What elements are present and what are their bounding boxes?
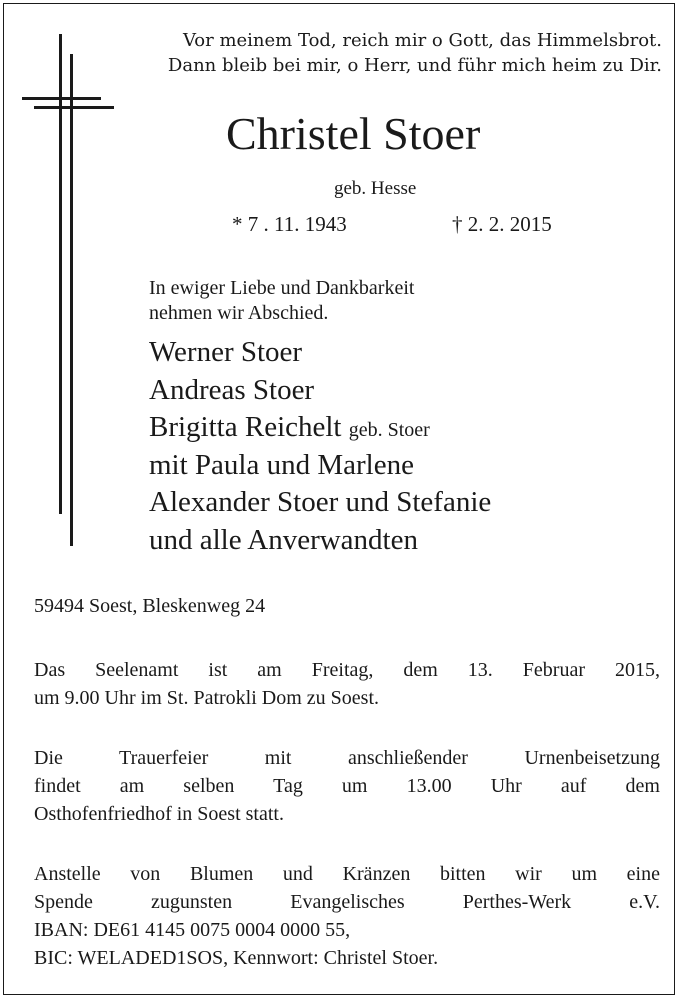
cross-icon-horizontal-top (22, 97, 101, 100)
verse-line-2: Dann bleib bei mir, o Herr, und führ mich heim zu Dir. (167, 55, 662, 76)
donation-bic: BIC: WELADED1SOS, Kennwort: Christel Stoer. (34, 947, 439, 969)
birth-date: * 7 . 11. 1943 (232, 212, 347, 236)
mourner-row (149, 522, 491, 560)
mourner-row (149, 447, 491, 485)
verse-line-1: Vor meinem Tod, reich mir o Gott, das Himmelsbrot. (182, 30, 662, 51)
mourner-row (149, 372, 491, 410)
mourner-name: Alexander Stoer und Stefanie (149, 486, 492, 518)
funeral-line: findet am selben Tag um 13.00 Uhr auf dem (34, 775, 660, 797)
cross-icon-horizontal-bottom (34, 106, 114, 109)
intro-line-2: nehmen wir Abschied. (149, 302, 329, 324)
funeral-line: Die Trauerfeier mit anschließender Urnenbeisetzung (34, 747, 660, 769)
requiem-line: um 9.00 Uhr im St. Patrokli Dom zu Soest. (34, 687, 379, 709)
funeral-paragraph (34, 744, 660, 828)
mourner-note: geb. Stoer (348, 419, 430, 441)
deceased-maiden-name: geb. Hesse (334, 178, 417, 199)
mourner-name: Werner Stoer (149, 336, 303, 368)
funeral-line: Osthofenfriedhof in Soest statt. (34, 803, 284, 825)
intro-text (149, 276, 414, 326)
mourner-name: Brigitta Reichelt (149, 411, 342, 443)
intro-line-1: In ewiger Liebe und Dankbarkeit (149, 277, 415, 299)
address: 59494 Soest, Bleskenweg 24 (34, 595, 266, 617)
donation-line: Spende zugunsten Evangelisches Perthes-Werk e.V. (34, 891, 660, 913)
requiem-line: Das Seelenamt ist am Freitag, dem 13. Februar 2015, (34, 659, 660, 681)
donation-iban: IBAN: DE61 4145 0075 0004 0000 55, (34, 919, 351, 941)
mourner-row (149, 409, 491, 447)
verse (144, 28, 662, 78)
mourner-row (149, 484, 491, 522)
obituary-frame (3, 3, 675, 995)
deceased-name: Christel Stoer (226, 108, 481, 159)
death-date: † 2. 2. 2015 (452, 212, 552, 236)
requiem-paragraph (34, 656, 660, 712)
cross-icon-vertical-right (70, 54, 73, 546)
donation-paragraph (34, 860, 660, 972)
mourner-name: mit Paula und Marlene (149, 448, 414, 481)
mourner-name: und alle Anverwandten (149, 523, 418, 556)
mourner-row (149, 334, 491, 372)
donation-line: Anstelle von Blumen und Kränzen bitten wir um eine (34, 863, 660, 885)
mourners-list (149, 334, 491, 559)
mourner-name: Andreas Stoer (149, 373, 315, 406)
